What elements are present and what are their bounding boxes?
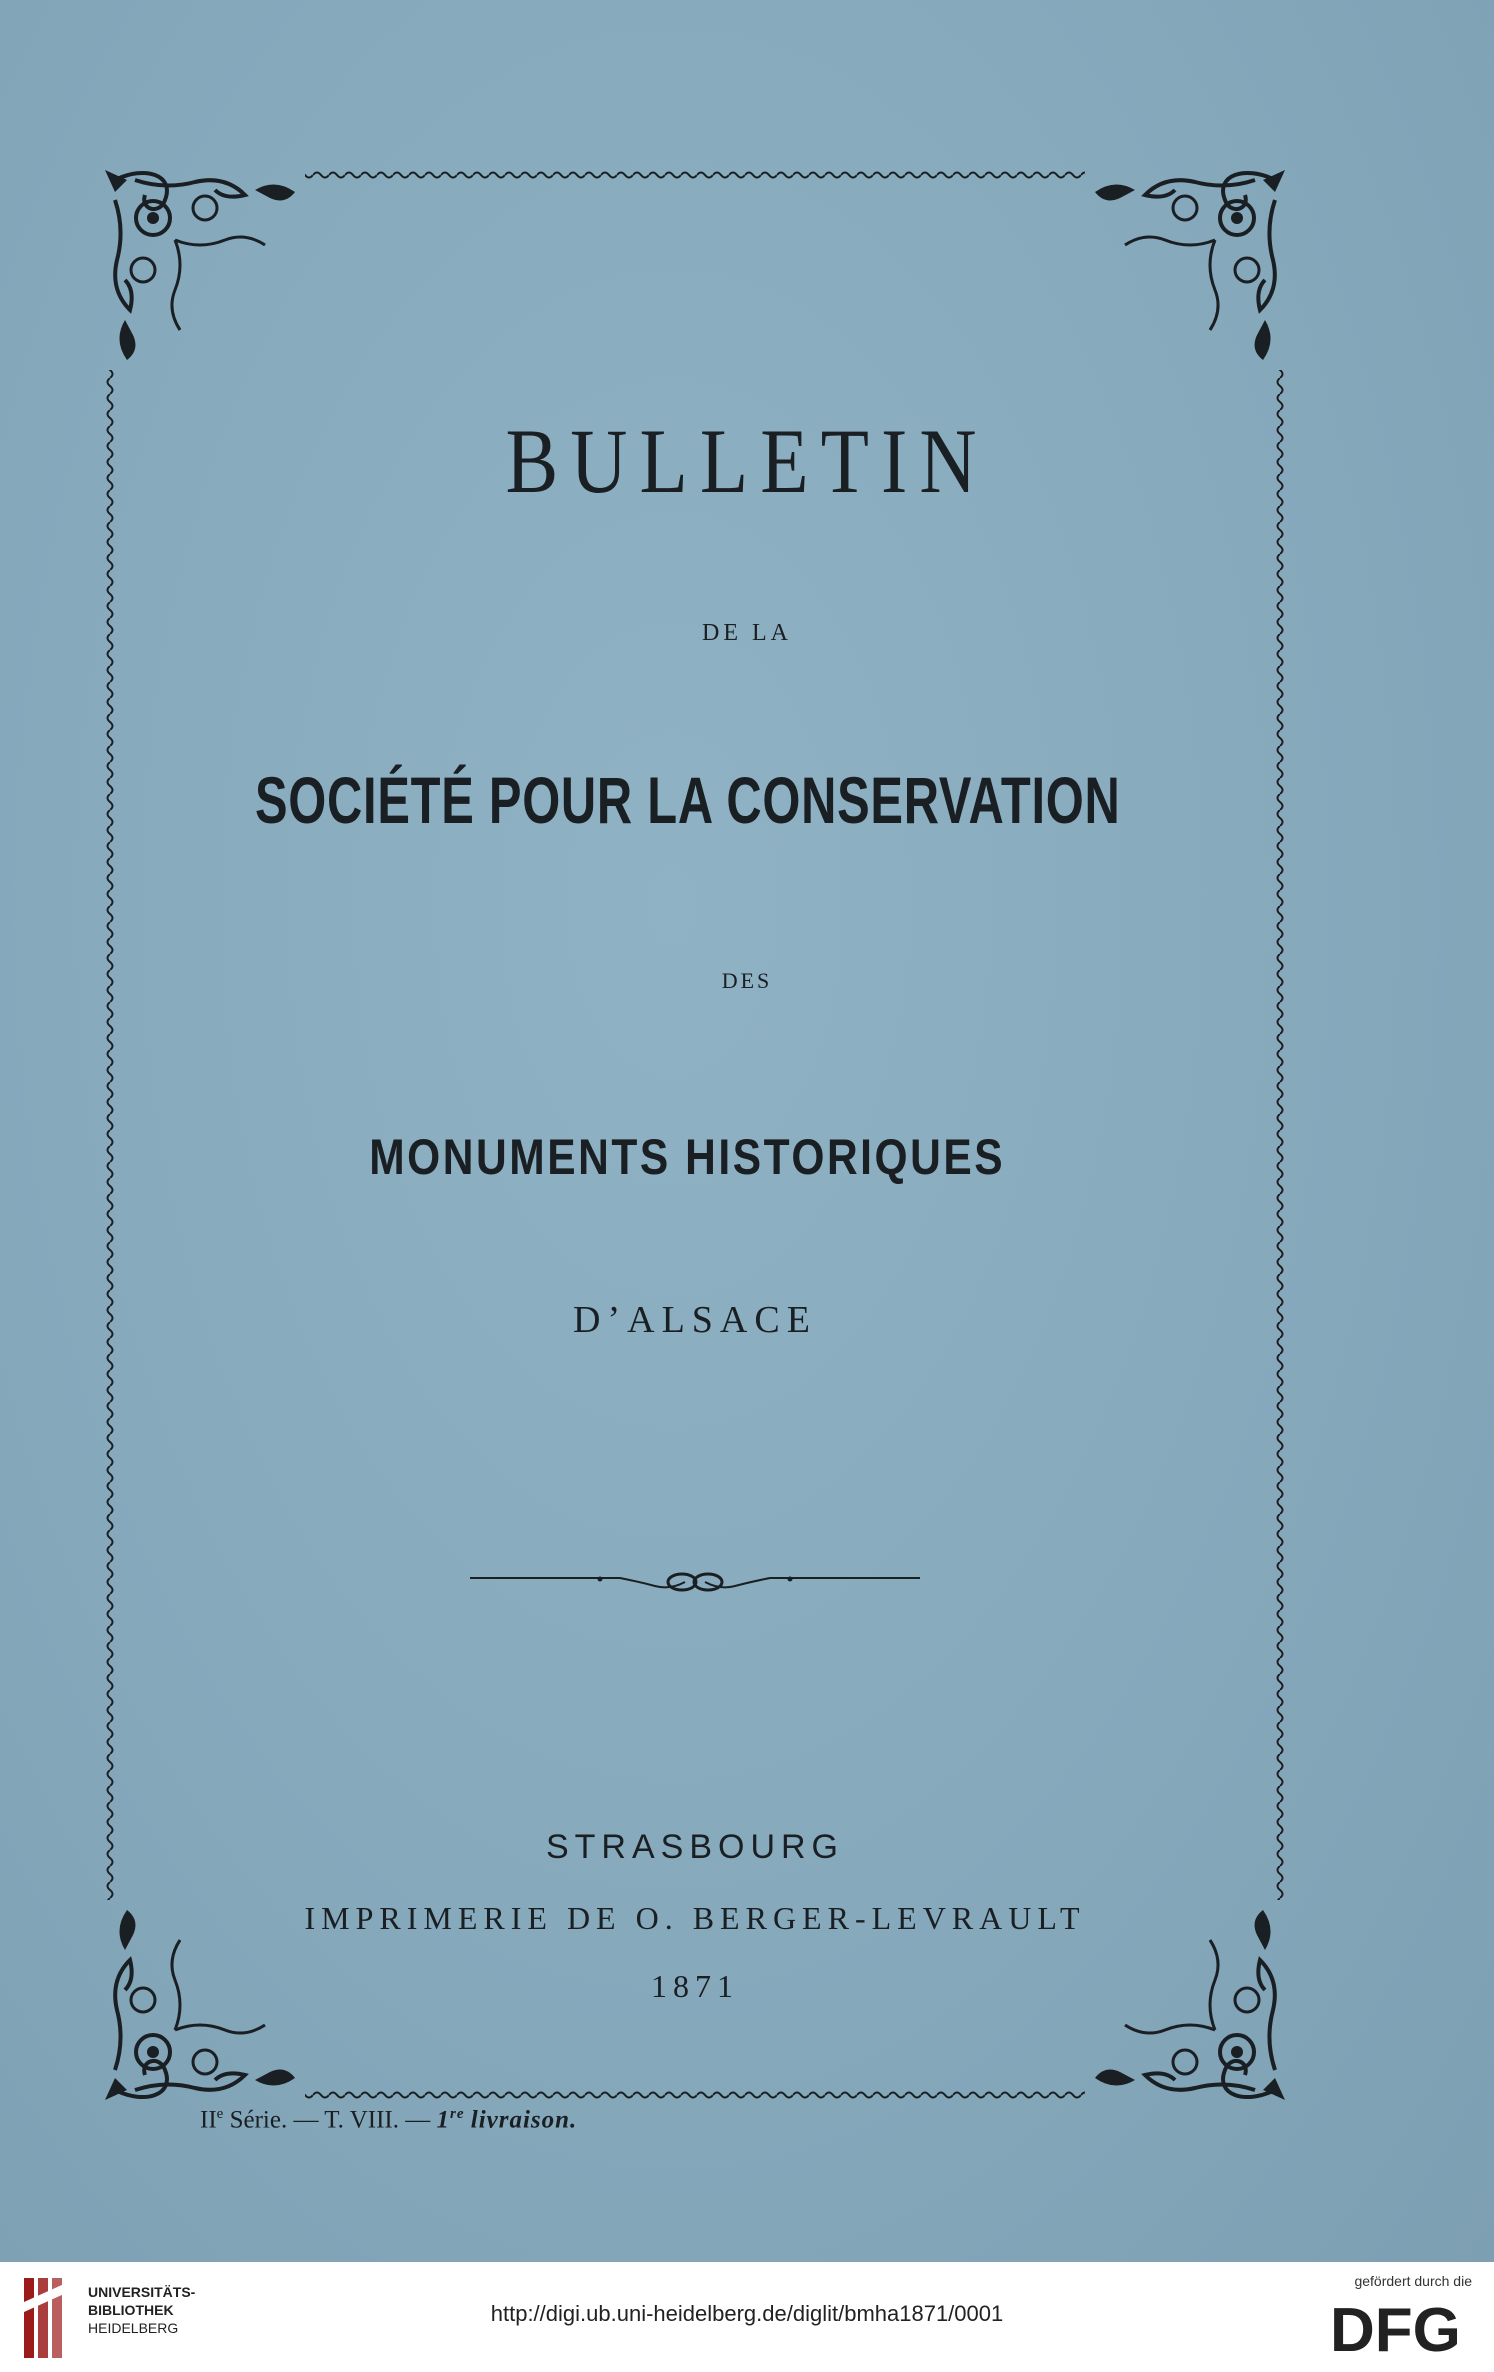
flourish-divider xyxy=(470,1560,920,1600)
dfg-logo-text: DFG xyxy=(1330,2296,1461,2358)
livraison-number: 1 xyxy=(436,2106,450,2134)
library-line-1: UNIVERSITÄTS- xyxy=(88,2284,196,2300)
serie-label: Série. xyxy=(229,2106,288,2134)
subtitle-de-la: DE LA xyxy=(702,620,792,646)
subtitle-monuments: MONUMENTS HISTORIQUES xyxy=(369,1129,1006,1185)
title-bulletin: BULLETIN xyxy=(505,410,989,512)
funding-note: gefördert durch die xyxy=(1354,2273,1472,2289)
permalink-url[interactable]: http://digi.ub.uni-heidelberg.de/diglit/bmha1871/0001 xyxy=(490,2301,1004,2326)
subtitle-des: DES xyxy=(721,968,773,993)
series-line xyxy=(200,2106,577,2134)
livraison-sup: re xyxy=(450,2106,465,2122)
subtitle-alsace: D’ALSACE xyxy=(573,1299,817,1341)
imprint-year: 1871 xyxy=(651,1968,739,2004)
dfg-logo xyxy=(1330,2296,1475,2358)
serie-sup: e xyxy=(216,2106,224,2122)
imprint-city: STRASBOURG xyxy=(545,1828,845,1866)
serie-number: II xyxy=(200,2106,217,2134)
library-line-2: BIBLIOTHEK xyxy=(88,2302,174,2318)
library-line-3: HEIDELBERG xyxy=(88,2320,179,2336)
subtitle-societe: SOCIÉTÉ POUR LA CONSERVATION xyxy=(254,763,1121,837)
imprint-printer: IMPRIMERIE DE O. BERGER-LEVRAULT xyxy=(304,1900,1086,1936)
livraison-label: livraison. xyxy=(470,2106,578,2134)
tome-label: — T. VIII. — xyxy=(293,2106,431,2134)
